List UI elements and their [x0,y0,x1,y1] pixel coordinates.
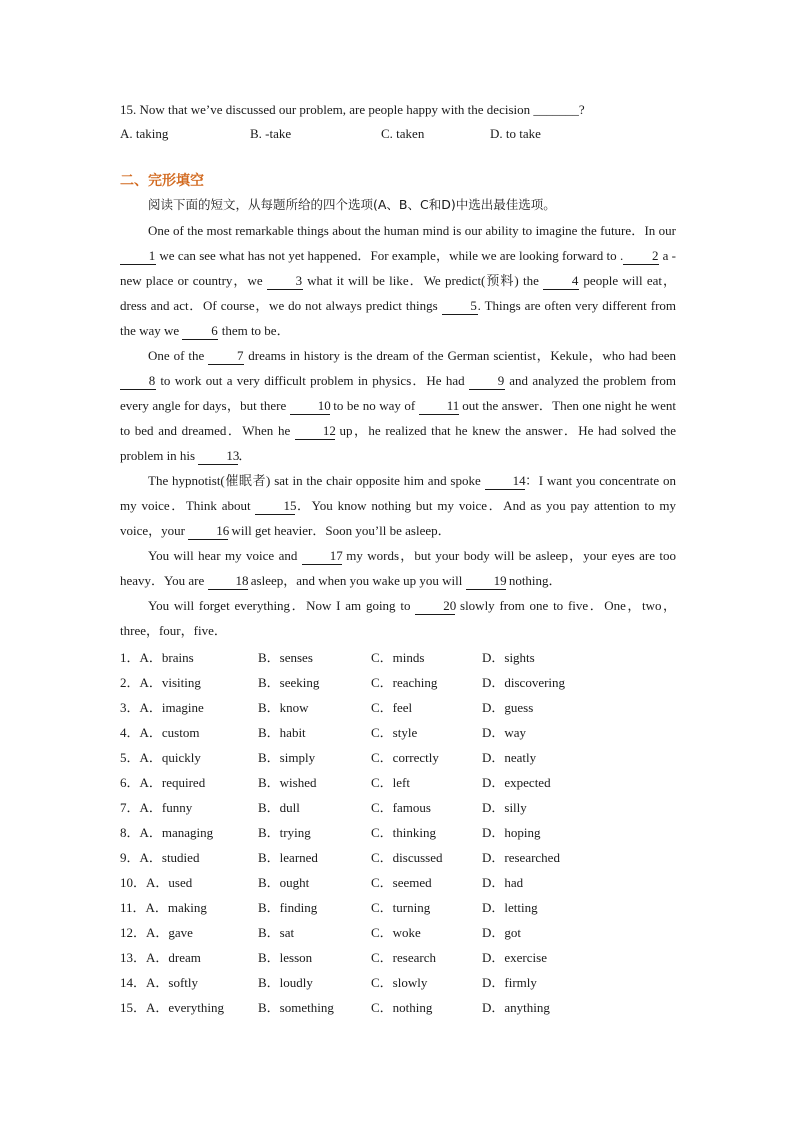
option-10-d[interactable]: D．had [482,875,524,890]
option-5-b[interactable]: B．simply [258,750,316,765]
passage-text: You will hear my voice and [148,548,302,563]
option-row-9 [120,845,676,870]
blank-6[interactable]: 6 [182,323,218,340]
question-15-option-a: A. taking [120,126,169,141]
option-11-d[interactable]: D．letting [482,900,538,915]
option-row-14 [120,970,676,995]
passage-text: out the answer．Then one night he went to bed and dreamed．When he [120,398,676,438]
blank-8[interactable]: 8 [120,373,156,390]
passage-paragraph [120,218,676,343]
passage-text: You will forget everything．Now I am going to [148,598,416,613]
question-15-option-d: D. to take [490,126,541,141]
option-5-a[interactable]: 5．A．quickly [120,750,201,765]
option-3-d[interactable]: D．guess [482,700,534,715]
option-row-3 [120,695,676,720]
question-15-options [120,122,676,148]
passage-text: to be no way of [329,398,419,413]
option-9-a[interactable]: 9．A．studied [120,850,200,865]
option-2-a[interactable]: 2．A．visiting [120,675,201,690]
passage-text: . Things are often very different from the way we [120,298,677,338]
option-8-b[interactable]: B．trying [258,825,311,840]
option-7-c[interactable]: C．famous [371,800,431,815]
option-14-a[interactable]: 14．A．softly [120,975,199,990]
option-15-a[interactable]: 15．A．everything [120,1000,224,1015]
passage-text: and analyzed the problem from every angle for days，but there [120,373,676,413]
option-13-b[interactable]: B．lesson [258,950,313,965]
passage-text: dreams in history is the dream of the German scientist，Kekule，who had been [244,348,676,363]
option-13-a[interactable]: 13．A．dream [120,950,201,965]
option-13-c[interactable]: C．research [371,950,436,965]
option-2-b[interactable]: B．seeking [258,675,320,690]
cloze-passage [120,218,676,643]
blank-10[interactable]: 10 [290,398,330,415]
option-10-c[interactable]: C．seemed [371,875,432,890]
option-row-8 [120,820,676,845]
option-15-d[interactable]: D．anything [482,1000,550,1015]
option-9-b[interactable]: B．learned [258,850,318,865]
blank-4[interactable]: 4 [543,273,579,290]
passage-text: ：I want you concentrate on my voice．Think about [120,473,676,513]
option-5-d[interactable]: D．neatly [482,750,537,765]
passage-text: what it will be like．We predict(预料) the [302,273,544,288]
question-15-text: 15. Now that we’ve discussed our problem, are people happy with the decision _______? [120,102,585,117]
option-14-d[interactable]: D．firmly [482,975,537,990]
option-1-c[interactable]: C．minds [371,650,425,665]
passage-text: One of the [148,348,209,363]
option-1-a[interactable]: 1．A．brains [120,650,194,665]
option-12-d[interactable]: D．got [482,925,522,940]
blank-11[interactable]: 11 [419,398,459,415]
blank-15[interactable]: 15 [255,498,295,515]
worksheet-page [120,98,676,1020]
option-8-d[interactable]: D．hoping [482,825,541,840]
option-3-c[interactable]: C．feel [371,700,413,715]
option-6-b[interactable]: B．wished [258,775,317,790]
blank-2[interactable]: 2 [623,248,659,265]
option-1-d[interactable]: D．sights [482,650,535,665]
option-row-7 [120,795,676,820]
option-7-b[interactable]: B．dull [258,800,300,815]
option-4-b[interactable]: B．habit [258,725,306,740]
passage-text: ．You know nothing but my voice．And as you pay attention to my voice，your [120,498,676,538]
option-7-d[interactable]: D．silly [482,800,527,815]
blank-17[interactable]: 17 [302,548,342,565]
option-12-a[interactable]: 12．A．gave [120,925,193,940]
blank-5[interactable]: 5 [442,298,478,315]
blank-18[interactable]: 18 [208,573,248,590]
blank-16[interactable]: 16 [188,523,228,540]
option-8-c[interactable]: C．thinking [371,825,437,840]
blank-1[interactable]: 1 [120,248,156,265]
option-6-c[interactable]: C．left [371,775,410,790]
option-2-c[interactable]: C．reaching [371,675,438,690]
passage-text: ． [238,448,252,463]
option-7-a[interactable]: 7．A．funny [120,800,193,815]
passage-text: up，he realized that he knew the answer．He had solved the problem in his [120,423,676,463]
option-10-b[interactable]: B．ought [258,875,310,890]
section-title: 二、完形填空 [120,173,204,189]
passage-text: my words，but your body will be asleep，your eyes are too heavy．You are [120,548,677,588]
question-15-option-b: B. -take [250,126,292,141]
option-14-b[interactable]: B．loudly [258,975,313,990]
passage-text: One of the most remarkable things about the human mind is our ability to imagine the future．In our [148,223,676,238]
blank-7[interactable]: 7 [208,348,244,365]
passage-text: we can see what has not yet happened．For example，while we are looking forward to . [156,248,624,263]
blank-14[interactable]: 14 [485,473,525,490]
section-instruction: 阅读下面的短文，从每题所给的四个选项(A、B、C和D)中选出最佳选项。 [148,197,556,212]
option-15-c[interactable]: C．nothing [371,1000,433,1015]
option-11-c[interactable]: C．turning [371,900,431,915]
option-4-d[interactable]: D．way [482,725,527,740]
passage-text: The hypnotist(催眠者) sat in the chair opposite him and spoke [148,473,485,488]
option-4-c[interactable]: C．style [371,725,418,740]
option-row-4 [120,720,676,745]
option-2-d[interactable]: D．discovering [482,675,566,690]
blank-13[interactable]: 13 [198,448,238,465]
option-9-c[interactable]: C．discussed [371,850,443,865]
option-5-c[interactable]: C．correctly [371,750,439,765]
passage-paragraph [120,543,676,593]
option-3-b[interactable]: B．know [258,700,309,715]
blank-12[interactable]: 12 [295,423,335,440]
option-3-a[interactable]: 3．A．imagine [120,700,204,715]
passage-text: people will eat，dress and act．Of course，we do not always predict things [120,273,677,313]
option-8-a[interactable]: 8．A．managing [120,825,214,840]
option-11-b[interactable]: B．finding [258,900,318,915]
option-14-c[interactable]: C．slowly [371,975,428,990]
option-9-d[interactable]: D．researched [482,850,560,865]
option-row-10 [120,870,676,895]
option-row-13 [120,945,676,970]
passage-text: a -new place or country，we [120,248,676,288]
option-row-11 [120,895,676,920]
cloze-options [120,645,676,1020]
passage-text: slowly from one to five．One，two，three，four，five． [120,598,676,638]
option-row-1 [120,645,676,670]
blank-9[interactable]: 9 [469,373,505,390]
option-12-b[interactable]: B．sat [258,925,295,940]
passage-text: to work out a very difficult problem in physics．He had [156,373,469,388]
passage-paragraph [120,593,676,643]
option-4-a[interactable]: 4．A．custom [120,725,200,740]
option-6-d[interactable]: D．expected [482,775,551,790]
question-15-option-c: C. taken [381,126,425,141]
option-10-a[interactable]: 10．A．used [120,875,193,890]
option-row-6 [120,770,676,795]
option-row-15 [120,995,676,1020]
option-1-b[interactable]: B．senses [258,650,313,665]
passage-text: nothing． [505,573,562,588]
option-15-b[interactable]: B．something [258,1000,334,1015]
option-row-2 [120,670,676,695]
blank-19[interactable]: 19 [466,573,506,590]
blank-3[interactable]: 3 [267,273,303,290]
passage-text: will get heavier．Soon you’ll be asleep． [228,523,451,538]
option-row-12 [120,920,676,945]
passage-text: them to be． [218,323,290,338]
option-13-d[interactable]: D．exercise [482,950,547,965]
passage-paragraph [120,343,676,468]
option-12-c[interactable]: C．woke [371,925,421,940]
blank-20[interactable]: 20 [415,598,455,615]
passage-paragraph [120,468,676,543]
option-11-a[interactable]: 11．A．making [120,900,207,915]
option-row-5 [120,745,676,770]
passage-text: asleep，and when you wake up you will [247,573,466,588]
option-6-a[interactable]: 6．A．required [120,775,206,790]
